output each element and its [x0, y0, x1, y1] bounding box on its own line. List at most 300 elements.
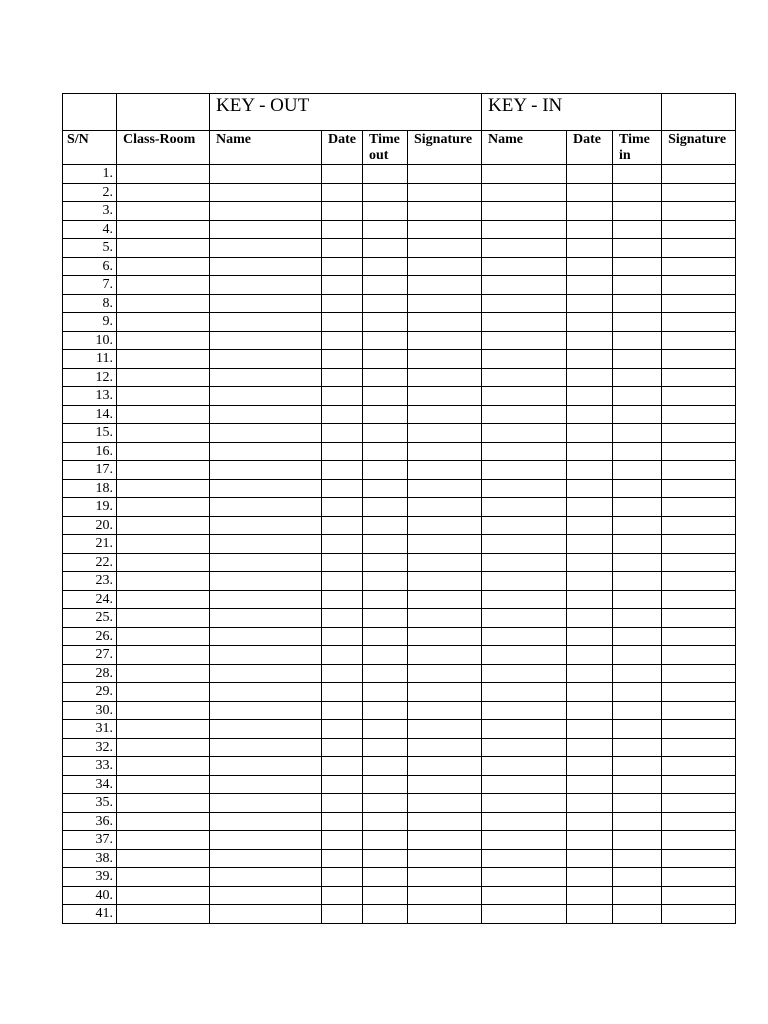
key-in-signature-cell[interactable]	[662, 572, 736, 591]
key-in-signature-cell[interactable]	[662, 831, 736, 850]
key-in-signature-cell[interactable]	[662, 738, 736, 757]
time-out-cell[interactable]	[363, 553, 408, 572]
time-in-cell[interactable]	[613, 368, 662, 387]
key-out-date-cell[interactable]	[322, 553, 363, 572]
key-in-date-cell[interactable]	[567, 461, 613, 480]
key-out-name-cell[interactable]	[210, 276, 322, 295]
key-in-name-cell[interactable]	[482, 572, 567, 591]
key-in-signature-cell[interactable]	[662, 905, 736, 924]
key-in-name-cell[interactable]	[482, 498, 567, 517]
classroom-cell[interactable]	[117, 775, 210, 794]
time-in-cell[interactable]	[613, 701, 662, 720]
time-out-cell[interactable]	[363, 220, 408, 239]
key-out-name-cell[interactable]	[210, 202, 322, 221]
classroom-cell[interactable]	[117, 572, 210, 591]
key-out-date-cell[interactable]	[322, 220, 363, 239]
key-in-signature-cell[interactable]	[662, 498, 736, 517]
key-in-date-cell[interactable]	[567, 405, 613, 424]
key-out-signature-cell[interactable]	[408, 202, 482, 221]
key-out-name-cell[interactable]	[210, 738, 322, 757]
key-out-name-cell[interactable]	[210, 461, 322, 480]
time-out-cell[interactable]	[363, 387, 408, 406]
key-out-signature-cell[interactable]	[408, 757, 482, 776]
time-in-cell[interactable]	[613, 812, 662, 831]
key-out-name-cell[interactable]	[210, 313, 322, 332]
key-out-name-cell[interactable]	[210, 220, 322, 239]
key-out-name-cell[interactable]	[210, 757, 322, 776]
time-out-cell[interactable]	[363, 738, 408, 757]
key-out-name-cell[interactable]	[210, 257, 322, 276]
classroom-cell[interactable]	[117, 535, 210, 554]
key-out-signature-cell[interactable]	[408, 368, 482, 387]
key-in-name-cell[interactable]	[482, 424, 567, 443]
time-out-cell[interactable]	[363, 646, 408, 665]
time-in-cell[interactable]	[613, 239, 662, 258]
time-in-cell[interactable]	[613, 572, 662, 591]
key-out-name-cell[interactable]	[210, 572, 322, 591]
key-in-date-cell[interactable]	[567, 701, 613, 720]
key-out-name-cell[interactable]	[210, 627, 322, 646]
time-out-cell[interactable]	[363, 239, 408, 258]
time-in-cell[interactable]	[613, 387, 662, 406]
time-out-cell[interactable]	[363, 350, 408, 369]
key-in-date-cell[interactable]	[567, 831, 613, 850]
key-in-name-cell[interactable]	[482, 812, 567, 831]
key-out-name-cell[interactable]	[210, 701, 322, 720]
key-in-signature-cell[interactable]	[662, 757, 736, 776]
key-in-signature-cell[interactable]	[662, 239, 736, 258]
key-in-name-cell[interactable]	[482, 683, 567, 702]
key-out-name-cell[interactable]	[210, 535, 322, 554]
key-in-signature-cell[interactable]	[662, 350, 736, 369]
classroom-cell[interactable]	[117, 331, 210, 350]
key-out-date-cell[interactable]	[322, 350, 363, 369]
key-out-name-cell[interactable]	[210, 794, 322, 813]
key-out-date-cell[interactable]	[322, 202, 363, 221]
key-in-signature-cell[interactable]	[662, 720, 736, 739]
key-in-date-cell[interactable]	[567, 757, 613, 776]
time-out-cell[interactable]	[363, 405, 408, 424]
time-in-cell[interactable]	[613, 257, 662, 276]
time-out-cell[interactable]	[363, 572, 408, 591]
key-in-name-cell[interactable]	[482, 738, 567, 757]
time-out-cell[interactable]	[363, 294, 408, 313]
key-in-name-cell[interactable]	[482, 331, 567, 350]
classroom-cell[interactable]	[117, 738, 210, 757]
classroom-cell[interactable]	[117, 424, 210, 443]
key-out-name-cell[interactable]	[210, 775, 322, 794]
key-out-signature-cell[interactable]	[408, 646, 482, 665]
key-out-date-cell[interactable]	[322, 775, 363, 794]
key-out-date-cell[interactable]	[322, 183, 363, 202]
key-in-signature-cell[interactable]	[662, 294, 736, 313]
time-out-cell[interactable]	[363, 498, 408, 517]
key-out-date-cell[interactable]	[322, 294, 363, 313]
key-in-signature-cell[interactable]	[662, 202, 736, 221]
time-out-cell[interactable]	[363, 775, 408, 794]
time-in-cell[interactable]	[613, 905, 662, 924]
classroom-cell[interactable]	[117, 553, 210, 572]
key-out-name-cell[interactable]	[210, 868, 322, 887]
classroom-cell[interactable]	[117, 868, 210, 887]
classroom-cell[interactable]	[117, 646, 210, 665]
classroom-cell[interactable]	[117, 609, 210, 628]
key-out-date-cell[interactable]	[322, 646, 363, 665]
key-out-date-cell[interactable]	[322, 868, 363, 887]
key-out-name-cell[interactable]	[210, 442, 322, 461]
time-in-cell[interactable]	[613, 202, 662, 221]
key-out-name-cell[interactable]	[210, 331, 322, 350]
key-out-signature-cell[interactable]	[408, 794, 482, 813]
key-in-date-cell[interactable]	[567, 905, 613, 924]
key-out-name-cell[interactable]	[210, 664, 322, 683]
key-in-name-cell[interactable]	[482, 405, 567, 424]
key-out-name-cell[interactable]	[210, 849, 322, 868]
key-in-name-cell[interactable]	[482, 794, 567, 813]
classroom-cell[interactable]	[117, 812, 210, 831]
key-out-date-cell[interactable]	[322, 886, 363, 905]
classroom-cell[interactable]	[117, 498, 210, 517]
key-in-date-cell[interactable]	[567, 368, 613, 387]
classroom-cell[interactable]	[117, 387, 210, 406]
time-out-cell[interactable]	[363, 276, 408, 295]
key-out-name-cell[interactable]	[210, 387, 322, 406]
time-in-cell[interactable]	[613, 627, 662, 646]
key-in-date-cell[interactable]	[567, 387, 613, 406]
key-out-name-cell[interactable]	[210, 350, 322, 369]
key-in-name-cell[interactable]	[482, 257, 567, 276]
time-out-cell[interactable]	[363, 905, 408, 924]
classroom-cell[interactable]	[117, 294, 210, 313]
key-out-signature-cell[interactable]	[408, 387, 482, 406]
key-in-name-cell[interactable]	[482, 609, 567, 628]
key-in-date-cell[interactable]	[567, 664, 613, 683]
key-in-name-cell[interactable]	[482, 905, 567, 924]
classroom-cell[interactable]	[117, 590, 210, 609]
key-in-signature-cell[interactable]	[662, 257, 736, 276]
key-out-date-cell[interactable]	[322, 516, 363, 535]
key-out-signature-cell[interactable]	[408, 553, 482, 572]
time-in-cell[interactable]	[613, 646, 662, 665]
key-in-signature-cell[interactable]	[662, 183, 736, 202]
time-out-cell[interactable]	[363, 516, 408, 535]
key-in-date-cell[interactable]	[567, 294, 613, 313]
key-in-date-cell[interactable]	[567, 849, 613, 868]
time-out-cell[interactable]	[363, 701, 408, 720]
time-in-cell[interactable]	[613, 220, 662, 239]
key-in-date-cell[interactable]	[567, 627, 613, 646]
key-in-date-cell[interactable]	[567, 683, 613, 702]
key-in-signature-cell[interactable]	[662, 387, 736, 406]
key-in-name-cell[interactable]	[482, 276, 567, 295]
key-out-signature-cell[interactable]	[408, 183, 482, 202]
key-out-date-cell[interactable]	[322, 331, 363, 350]
key-in-name-cell[interactable]	[482, 535, 567, 554]
time-in-cell[interactable]	[613, 590, 662, 609]
key-in-date-cell[interactable]	[567, 553, 613, 572]
key-in-date-cell[interactable]	[567, 442, 613, 461]
key-in-date-cell[interactable]	[567, 812, 613, 831]
classroom-cell[interactable]	[117, 905, 210, 924]
time-in-cell[interactable]	[613, 165, 662, 184]
key-out-date-cell[interactable]	[322, 905, 363, 924]
key-out-signature-cell[interactable]	[408, 868, 482, 887]
time-in-cell[interactable]	[613, 535, 662, 554]
key-in-name-cell[interactable]	[482, 701, 567, 720]
time-in-cell[interactable]	[613, 831, 662, 850]
time-in-cell[interactable]	[613, 183, 662, 202]
key-in-name-cell[interactable]	[482, 590, 567, 609]
key-in-signature-cell[interactable]	[662, 313, 736, 332]
classroom-cell[interactable]	[117, 257, 210, 276]
classroom-cell[interactable]	[117, 220, 210, 239]
key-in-date-cell[interactable]	[567, 498, 613, 517]
classroom-cell[interactable]	[117, 757, 210, 776]
key-out-name-cell[interactable]	[210, 424, 322, 443]
time-out-cell[interactable]	[363, 590, 408, 609]
key-out-name-cell[interactable]	[210, 609, 322, 628]
key-out-date-cell[interactable]	[322, 794, 363, 813]
key-out-date-cell[interactable]	[322, 664, 363, 683]
key-in-date-cell[interactable]	[567, 424, 613, 443]
key-out-name-cell[interactable]	[210, 683, 322, 702]
time-out-cell[interactable]	[363, 609, 408, 628]
time-out-cell[interactable]	[363, 812, 408, 831]
key-in-signature-cell[interactable]	[662, 405, 736, 424]
time-out-cell[interactable]	[363, 794, 408, 813]
key-out-name-cell[interactable]	[210, 239, 322, 258]
key-out-signature-cell[interactable]	[408, 461, 482, 480]
time-in-cell[interactable]	[613, 868, 662, 887]
key-in-signature-cell[interactable]	[662, 535, 736, 554]
time-out-cell[interactable]	[363, 886, 408, 905]
key-in-date-cell[interactable]	[567, 165, 613, 184]
time-in-cell[interactable]	[613, 276, 662, 295]
key-out-date-cell[interactable]	[322, 683, 363, 702]
classroom-cell[interactable]	[117, 479, 210, 498]
key-out-date-cell[interactable]	[322, 165, 363, 184]
key-out-date-cell[interactable]	[322, 461, 363, 480]
time-in-cell[interactable]	[613, 794, 662, 813]
key-out-signature-cell[interactable]	[408, 905, 482, 924]
time-in-cell[interactable]	[613, 294, 662, 313]
key-out-date-cell[interactable]	[322, 442, 363, 461]
key-in-date-cell[interactable]	[567, 516, 613, 535]
time-out-cell[interactable]	[363, 257, 408, 276]
key-in-name-cell[interactable]	[482, 849, 567, 868]
key-in-date-cell[interactable]	[567, 239, 613, 258]
key-out-signature-cell[interactable]	[408, 165, 482, 184]
key-out-date-cell[interactable]	[322, 535, 363, 554]
time-out-cell[interactable]	[363, 368, 408, 387]
key-in-signature-cell[interactable]	[662, 664, 736, 683]
time-out-cell[interactable]	[363, 868, 408, 887]
classroom-cell[interactable]	[117, 313, 210, 332]
classroom-cell[interactable]	[117, 405, 210, 424]
time-in-cell[interactable]	[613, 609, 662, 628]
classroom-cell[interactable]	[117, 461, 210, 480]
classroom-cell[interactable]	[117, 720, 210, 739]
time-out-cell[interactable]	[363, 757, 408, 776]
key-out-signature-cell[interactable]	[408, 498, 482, 517]
key-out-date-cell[interactable]	[322, 849, 363, 868]
key-in-date-cell[interactable]	[567, 331, 613, 350]
classroom-cell[interactable]	[117, 664, 210, 683]
time-in-cell[interactable]	[613, 775, 662, 794]
time-in-cell[interactable]	[613, 664, 662, 683]
key-in-date-cell[interactable]	[567, 886, 613, 905]
classroom-cell[interactable]	[117, 849, 210, 868]
key-out-date-cell[interactable]	[322, 720, 363, 739]
key-out-name-cell[interactable]	[210, 479, 322, 498]
key-out-name-cell[interactable]	[210, 720, 322, 739]
key-in-signature-cell[interactable]	[662, 794, 736, 813]
time-out-cell[interactable]	[363, 535, 408, 554]
key-out-date-cell[interactable]	[322, 590, 363, 609]
key-in-date-cell[interactable]	[567, 313, 613, 332]
key-out-date-cell[interactable]	[322, 498, 363, 517]
key-out-date-cell[interactable]	[322, 424, 363, 443]
key-in-signature-cell[interactable]	[662, 775, 736, 794]
key-out-name-cell[interactable]	[210, 294, 322, 313]
key-in-signature-cell[interactable]	[662, 461, 736, 480]
key-in-name-cell[interactable]	[482, 313, 567, 332]
key-out-signature-cell[interactable]	[408, 294, 482, 313]
key-out-date-cell[interactable]	[322, 812, 363, 831]
key-out-signature-cell[interactable]	[408, 516, 482, 535]
key-in-signature-cell[interactable]	[662, 627, 736, 646]
classroom-cell[interactable]	[117, 276, 210, 295]
key-out-date-cell[interactable]	[322, 257, 363, 276]
key-in-signature-cell[interactable]	[662, 849, 736, 868]
key-out-signature-cell[interactable]	[408, 442, 482, 461]
time-in-cell[interactable]	[613, 442, 662, 461]
key-in-signature-cell[interactable]	[662, 276, 736, 295]
key-out-date-cell[interactable]	[322, 313, 363, 332]
key-in-signature-cell[interactable]	[662, 331, 736, 350]
key-out-date-cell[interactable]	[322, 239, 363, 258]
key-out-name-cell[interactable]	[210, 165, 322, 184]
key-out-name-cell[interactable]	[210, 183, 322, 202]
key-out-signature-cell[interactable]	[408, 683, 482, 702]
key-in-date-cell[interactable]	[567, 868, 613, 887]
key-in-name-cell[interactable]	[482, 183, 567, 202]
key-out-date-cell[interactable]	[322, 387, 363, 406]
time-in-cell[interactable]	[613, 461, 662, 480]
classroom-cell[interactable]	[117, 516, 210, 535]
time-out-cell[interactable]	[363, 442, 408, 461]
classroom-cell[interactable]	[117, 701, 210, 720]
key-out-signature-cell[interactable]	[408, 350, 482, 369]
key-in-name-cell[interactable]	[482, 627, 567, 646]
key-in-date-cell[interactable]	[567, 350, 613, 369]
key-out-name-cell[interactable]	[210, 405, 322, 424]
key-in-name-cell[interactable]	[482, 165, 567, 184]
key-in-signature-cell[interactable]	[662, 701, 736, 720]
time-out-cell[interactable]	[363, 183, 408, 202]
key-out-date-cell[interactable]	[322, 609, 363, 628]
time-in-cell[interactable]	[613, 516, 662, 535]
key-in-date-cell[interactable]	[567, 572, 613, 591]
key-in-date-cell[interactable]	[567, 720, 613, 739]
key-in-name-cell[interactable]	[482, 350, 567, 369]
key-out-name-cell[interactable]	[210, 516, 322, 535]
time-in-cell[interactable]	[613, 738, 662, 757]
time-in-cell[interactable]	[613, 405, 662, 424]
key-out-signature-cell[interactable]	[408, 590, 482, 609]
key-out-name-cell[interactable]	[210, 905, 322, 924]
key-out-signature-cell[interactable]	[408, 720, 482, 739]
key-in-date-cell[interactable]	[567, 794, 613, 813]
key-out-name-cell[interactable]	[210, 590, 322, 609]
time-in-cell[interactable]	[613, 553, 662, 572]
classroom-cell[interactable]	[117, 368, 210, 387]
key-in-date-cell[interactable]	[567, 646, 613, 665]
key-out-date-cell[interactable]	[322, 757, 363, 776]
key-out-signature-cell[interactable]	[408, 313, 482, 332]
key-in-date-cell[interactable]	[567, 609, 613, 628]
key-out-signature-cell[interactable]	[408, 479, 482, 498]
key-in-signature-cell[interactable]	[662, 886, 736, 905]
key-in-name-cell[interactable]	[482, 646, 567, 665]
key-in-signature-cell[interactable]	[662, 479, 736, 498]
key-in-date-cell[interactable]	[567, 202, 613, 221]
key-out-signature-cell[interactable]	[408, 849, 482, 868]
key-in-signature-cell[interactable]	[662, 590, 736, 609]
key-out-signature-cell[interactable]	[408, 424, 482, 443]
key-in-name-cell[interactable]	[482, 461, 567, 480]
key-in-signature-cell[interactable]	[662, 424, 736, 443]
key-out-signature-cell[interactable]	[408, 535, 482, 554]
time-out-cell[interactable]	[363, 424, 408, 443]
key-in-date-cell[interactable]	[567, 479, 613, 498]
key-in-name-cell[interactable]	[482, 516, 567, 535]
time-out-cell[interactable]	[363, 831, 408, 850]
key-out-signature-cell[interactable]	[408, 220, 482, 239]
key-in-signature-cell[interactable]	[662, 646, 736, 665]
key-out-date-cell[interactable]	[322, 831, 363, 850]
key-in-name-cell[interactable]	[482, 368, 567, 387]
time-in-cell[interactable]	[613, 757, 662, 776]
classroom-cell[interactable]	[117, 202, 210, 221]
key-in-signature-cell[interactable]	[662, 609, 736, 628]
key-out-date-cell[interactable]	[322, 738, 363, 757]
time-out-cell[interactable]	[363, 202, 408, 221]
key-out-signature-cell[interactable]	[408, 609, 482, 628]
key-out-signature-cell[interactable]	[408, 405, 482, 424]
classroom-cell[interactable]	[117, 442, 210, 461]
key-in-name-cell[interactable]	[482, 868, 567, 887]
key-out-name-cell[interactable]	[210, 831, 322, 850]
key-out-signature-cell[interactable]	[408, 664, 482, 683]
key-out-date-cell[interactable]	[322, 368, 363, 387]
key-in-signature-cell[interactable]	[662, 220, 736, 239]
key-in-signature-cell[interactable]	[662, 683, 736, 702]
classroom-cell[interactable]	[117, 627, 210, 646]
key-in-name-cell[interactable]	[482, 553, 567, 572]
key-in-name-cell[interactable]	[482, 202, 567, 221]
key-out-date-cell[interactable]	[322, 627, 363, 646]
key-out-name-cell[interactable]	[210, 553, 322, 572]
time-in-cell[interactable]	[613, 720, 662, 739]
time-out-cell[interactable]	[363, 461, 408, 480]
key-in-name-cell[interactable]	[482, 831, 567, 850]
time-out-cell[interactable]	[363, 664, 408, 683]
key-out-date-cell[interactable]	[322, 479, 363, 498]
key-out-signature-cell[interactable]	[408, 627, 482, 646]
time-in-cell[interactable]	[613, 479, 662, 498]
key-in-name-cell[interactable]	[482, 294, 567, 313]
